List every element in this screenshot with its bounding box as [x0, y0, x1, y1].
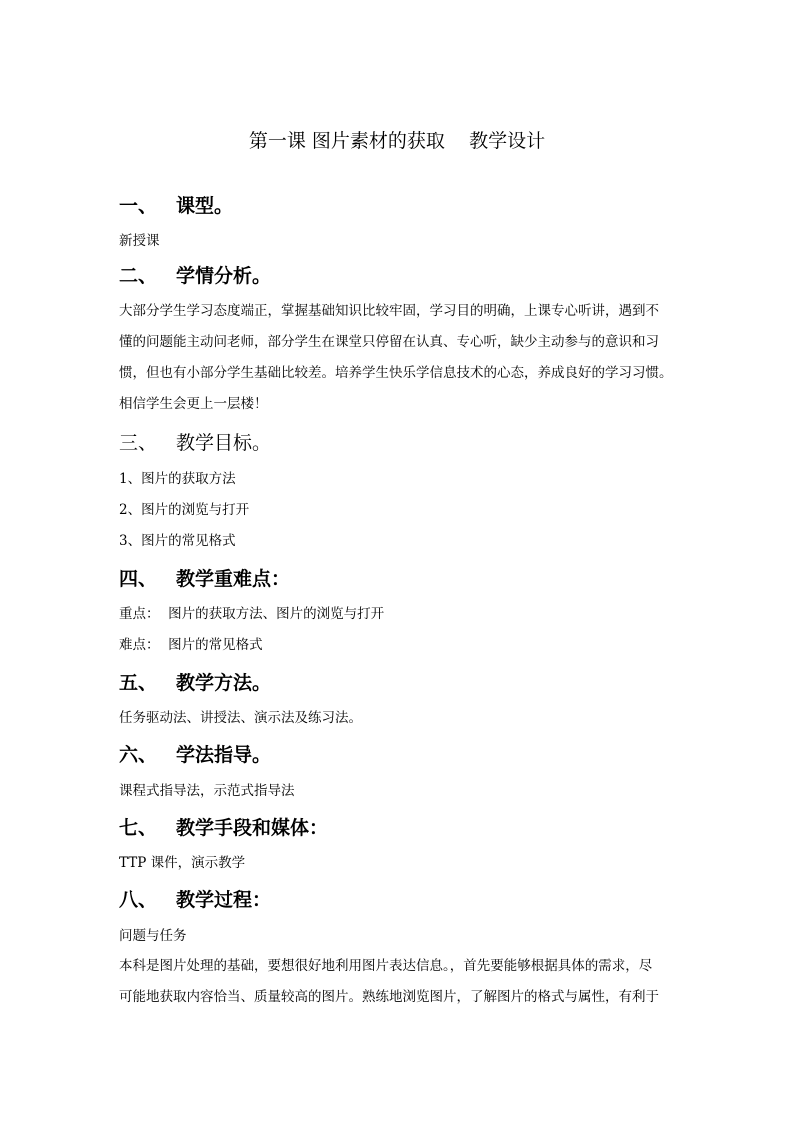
document-title: 第一课 图片素材的获取 教学设计: [248, 130, 546, 152]
section-title: 教学手段和媒体：: [176, 817, 329, 839]
section-heading-8: [119, 887, 271, 913]
section-number: 七、: [119, 817, 158, 839]
objective-item: 3、图片的常见格式: [119, 533, 236, 549]
analysis-paragraph: [119, 296, 677, 420]
section-number: 四、: [119, 568, 158, 590]
section-title: 教学重难点：: [176, 568, 291, 590]
section-title: 课型。: [176, 195, 234, 217]
objective-item: 1、图片的获取方法: [119, 471, 236, 487]
section-title: 教学方法。: [176, 672, 272, 694]
objective-item: 2、图片的浏览与打开: [119, 502, 250, 518]
lesson-type-text: 新授课: [119, 233, 160, 249]
paragraph-line: 大部分学生学习态度端正，掌握基础知识比较牢固，学习目的明确，上课专心听讲，遇到不: [119, 303, 659, 319]
section-title: 学法指导。: [176, 744, 272, 766]
difficult-point-text: 难点： 图片的常见格式: [119, 637, 263, 653]
key-point-text: 重点： 图片的获取方法、图片的浏览与打开: [119, 606, 385, 622]
paragraph-line: 惯，但也有小部分学生基础比较差。培养学生快乐学信息技术的心态，养成良好的学习习惯。: [119, 365, 673, 381]
methods-text: 任务驱动法、讲授法、演示法及练习法。: [119, 710, 362, 726]
section-number: 三、: [119, 432, 158, 454]
paragraph-line: 懂的问题能主动问老师，部分学生在课堂只停留在认真、专心听，缺少主动参与的意识和习: [119, 334, 659, 350]
media-text: TTP 课件，演示教学: [119, 855, 246, 871]
section-title: 教学目标。: [176, 432, 272, 454]
section-number: 一、: [119, 195, 158, 217]
guidance-text: 课程式指导法，示范式指导法: [119, 783, 295, 799]
section-heading-2: [119, 263, 271, 289]
section-heading-7: [119, 815, 328, 841]
section-heading-5: [119, 670, 271, 696]
process-subtitle: 问题与任务: [119, 928, 187, 944]
section-number: 八、: [119, 889, 158, 911]
process-paragraph: [119, 951, 677, 1013]
section-number: 六、: [119, 744, 158, 766]
paragraph-line: 本科是图片处理的基础，要想很好地利用图片表达信息。，首先要能够根据具体的需求，尽: [119, 958, 653, 974]
section-number: 二、: [119, 265, 158, 287]
section-heading-4: [119, 566, 290, 592]
paragraph-line: 相信学生会更上一层楼！: [119, 396, 268, 412]
section-title: 教学过程：: [176, 889, 272, 911]
section-heading-6: [119, 742, 271, 768]
section-number: 五、: [119, 672, 158, 694]
paragraph-line: 可能地获取内容恰当、质量较高的图片。熟练地浏览图片，了解图片的格式与属性，有利于: [119, 989, 659, 1005]
section-title: 学情分析。: [176, 265, 272, 287]
section-heading-3: [119, 430, 271, 456]
section-heading-1: [119, 193, 233, 219]
